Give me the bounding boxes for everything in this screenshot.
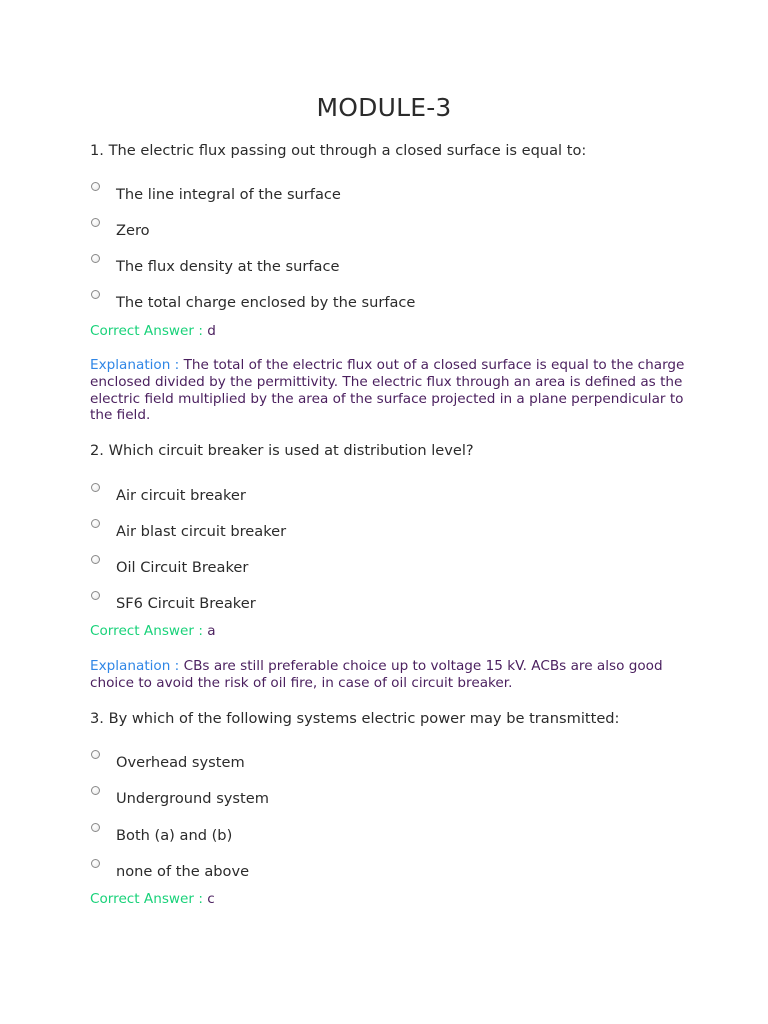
explanation-text: The total of the electric flux out of a closed surface is equal to the charge enclosed divided by the permittivity. The electric flux through an area is defined as the electric field multiplied by the area of the surface projected in a plane perpendicular to the field. (90, 357, 685, 424)
radio-button-icon[interactable] (91, 555, 100, 564)
q2-option-b[interactable] (90, 519, 690, 543)
q2-option-d[interactable] (90, 591, 690, 615)
option-label: The line integral of the surface (116, 186, 341, 203)
q1-option-a[interactable] (90, 182, 690, 206)
q1-option-c[interactable] (90, 254, 690, 278)
q1-option-b[interactable] (90, 218, 690, 242)
option-label: Oil Circuit Breaker (116, 559, 249, 576)
q1-explanation (90, 357, 690, 424)
q2-correct-answer (90, 622, 216, 640)
radio-button-icon[interactable] (91, 591, 100, 600)
q2-option-a[interactable] (90, 483, 690, 507)
q1-option-d[interactable] (90, 290, 690, 314)
q3-option-a[interactable] (90, 750, 690, 774)
question-3-text: 3. By which of the following systems electric power may be transmitted: (90, 710, 620, 727)
radio-button-icon[interactable] (91, 290, 100, 299)
radio-button-icon[interactable] (91, 218, 100, 227)
radio-button-icon[interactable] (91, 786, 100, 795)
option-label: SF6 Circuit Breaker (116, 595, 256, 612)
correct-answer-value: c (207, 891, 215, 907)
correct-answer-label: Correct Answer : (90, 623, 203, 639)
q2-option-c[interactable] (90, 555, 690, 579)
q3-option-b[interactable] (90, 786, 690, 810)
q3-option-d[interactable] (90, 859, 690, 883)
radio-button-icon[interactable] (91, 859, 100, 868)
correct-answer-value: d (207, 323, 216, 339)
q3-option-c[interactable] (90, 823, 690, 847)
explanation-label: Explanation : (90, 357, 180, 373)
q3-correct-answer (90, 890, 215, 908)
radio-button-icon[interactable] (91, 254, 100, 263)
radio-button-icon[interactable] (91, 483, 100, 492)
option-label: none of the above (116, 863, 250, 880)
explanation-label: Explanation : (90, 658, 180, 674)
question-1-text: 1. The electric flux passing out through a closed surface is equal to: (90, 142, 587, 159)
radio-button-icon[interactable] (91, 182, 100, 191)
option-label: Overhead system (116, 754, 245, 771)
page-title: MODULE-3 (316, 93, 452, 122)
q1-correct-answer (90, 322, 216, 340)
q2-explanation (90, 658, 690, 692)
option-label: Zero (116, 222, 150, 239)
radio-button-icon[interactable] (91, 823, 100, 832)
radio-button-icon[interactable] (91, 519, 100, 528)
option-label: The flux density at the surface (116, 258, 340, 275)
option-label: Air blast circuit breaker (116, 523, 287, 540)
question-2-text: 2. Which circuit breaker is used at distribution level? (90, 442, 474, 459)
radio-button-icon[interactable] (91, 750, 100, 759)
correct-answer-value: a (207, 623, 216, 639)
explanation-text: CBs are still preferable choice up to voltage 15 kV. ACBs are also good choice to avoid the risk of oil fire, in case of oil circuit breaker. (90, 658, 663, 691)
option-label: Both (a) and (b) (116, 827, 233, 844)
option-label: Underground system (116, 790, 269, 807)
option-label: Air circuit breaker (116, 487, 246, 504)
correct-answer-label: Correct Answer : (90, 323, 203, 339)
correct-answer-label: Correct Answer : (90, 891, 203, 907)
option-label: The total charge enclosed by the surface (116, 294, 416, 311)
